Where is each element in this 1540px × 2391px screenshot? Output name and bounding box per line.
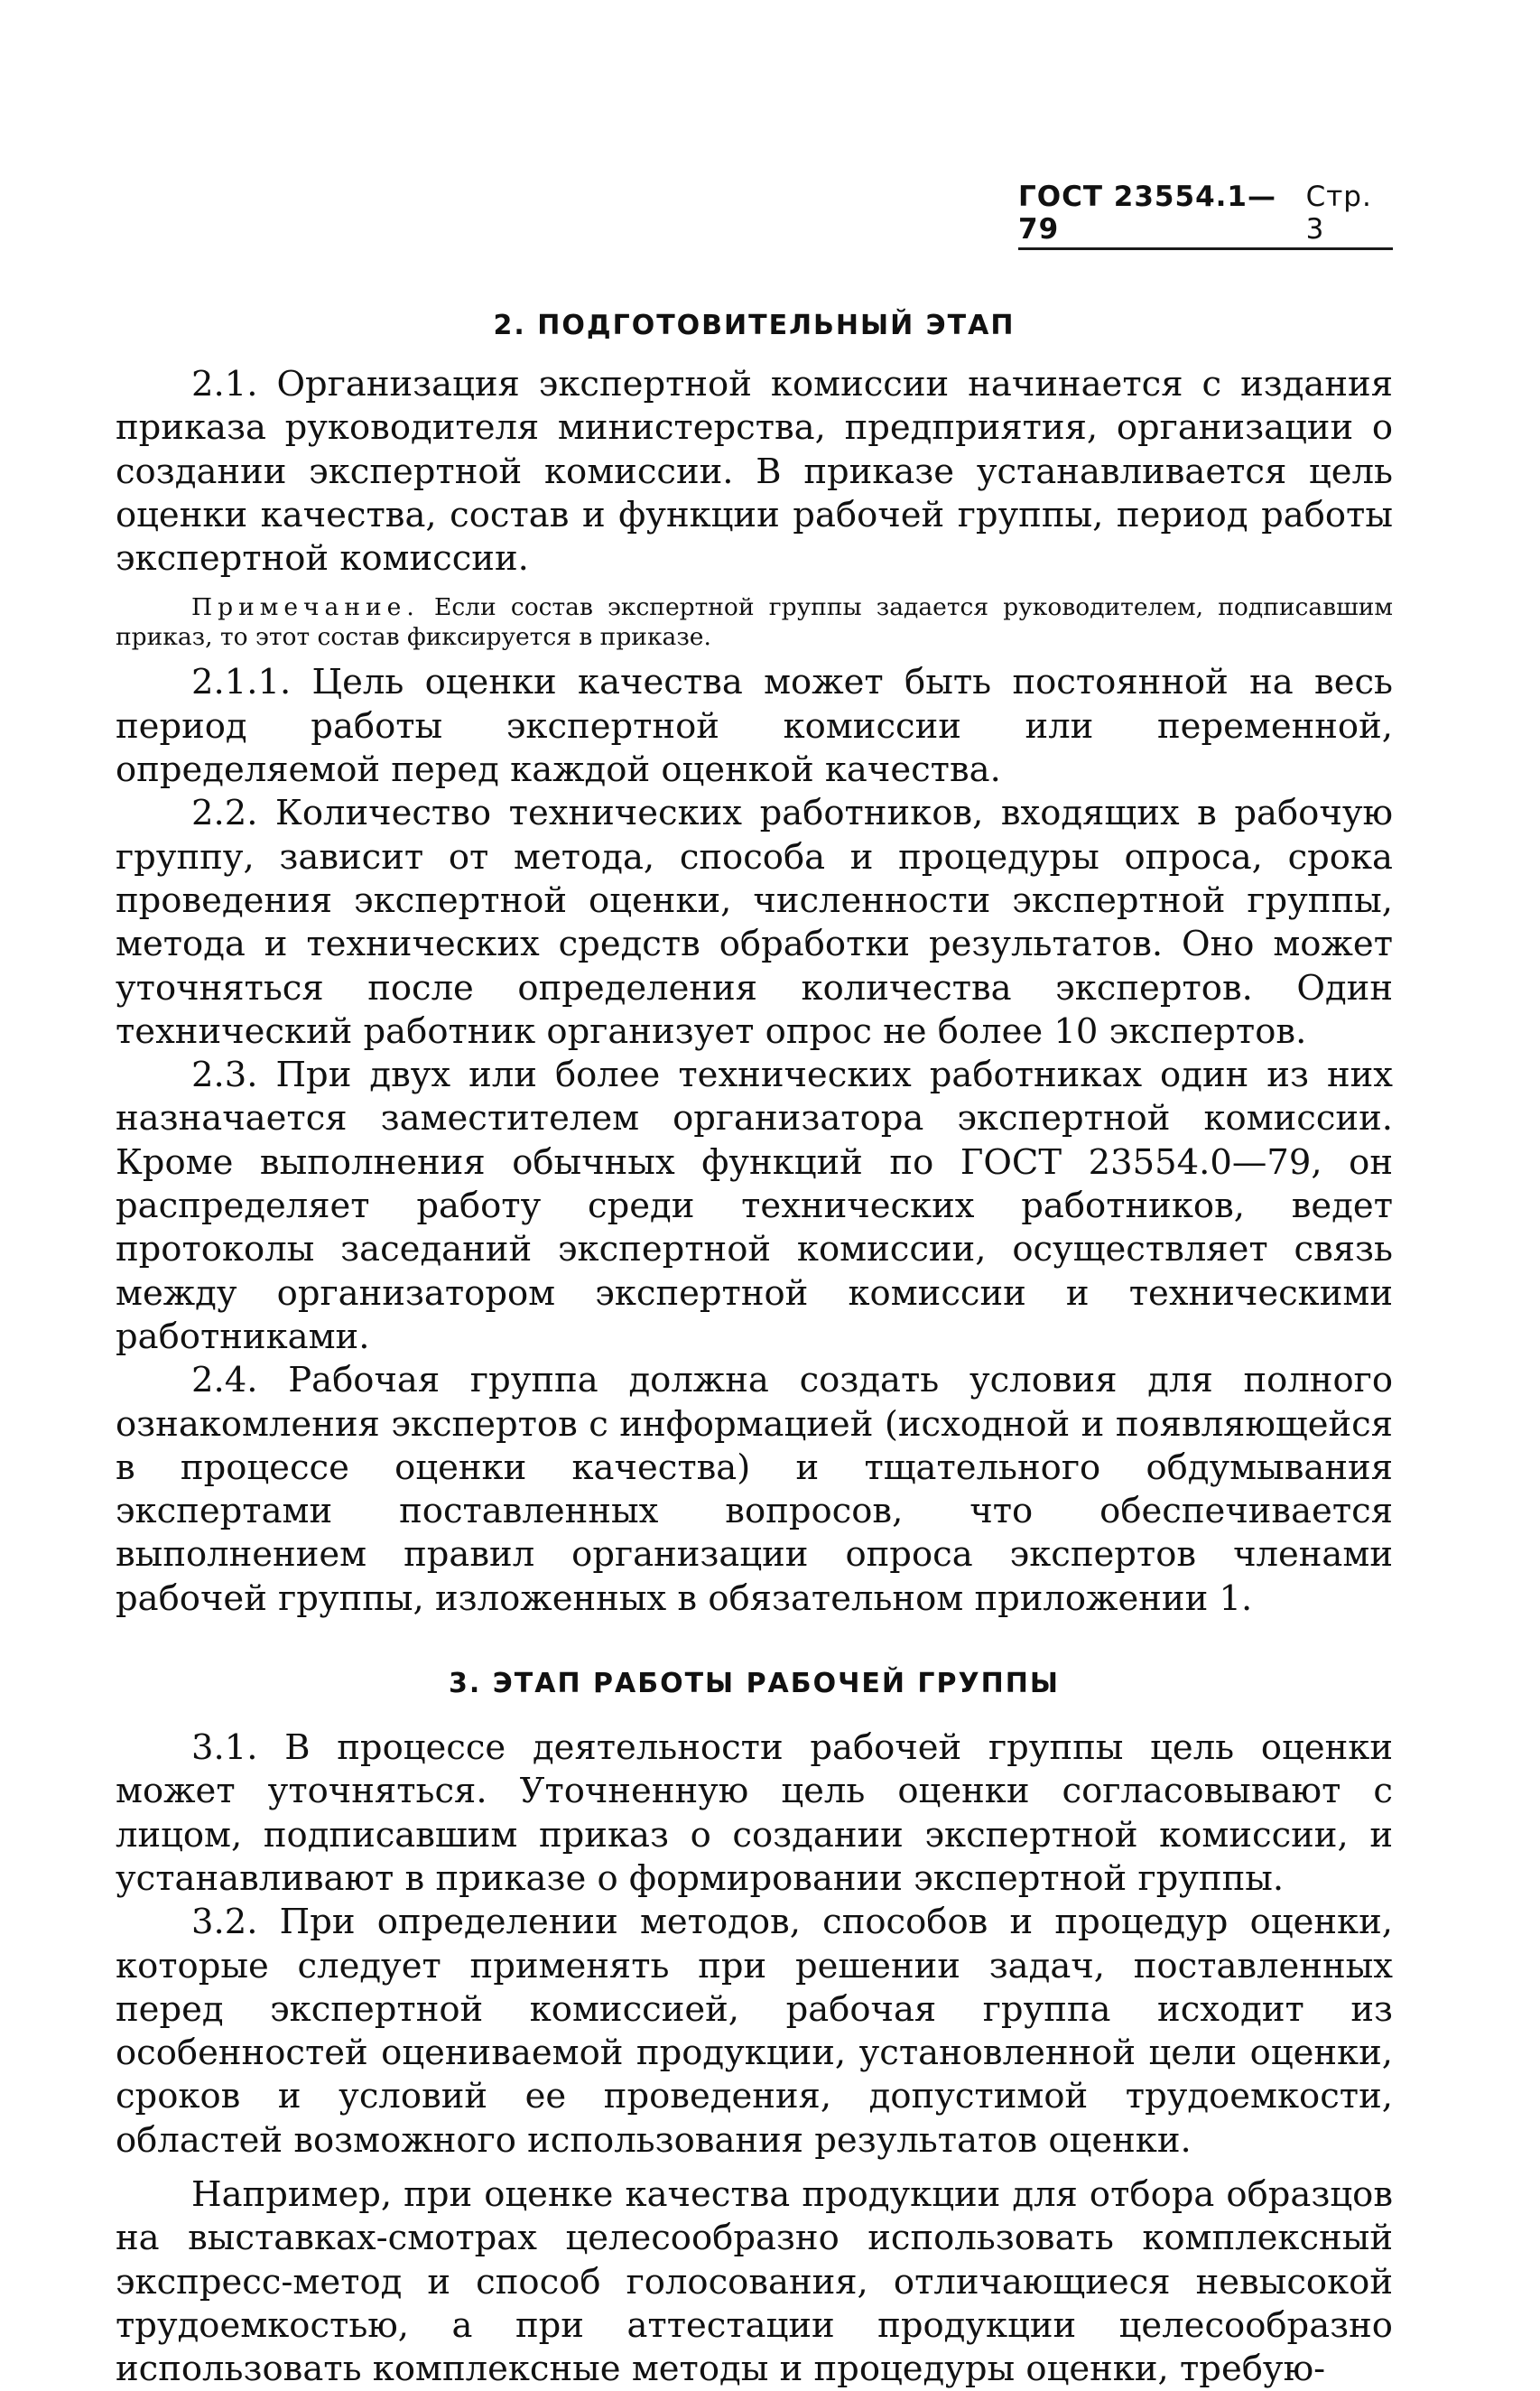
paragraph-3-1: 3.1. В процессе деятельности рабочей группы цель оценки может уточняться. Уточненную цель оценки согласовывают с лицом, подписавшим приказ о создании экспертной комиссии, и устанавливают в приказе о формировании экспертной группы. bbox=[116, 1727, 1393, 1899]
document-page bbox=[116, 181, 1393, 2391]
document-id: ГОСТ 23554.1—79 bbox=[1018, 181, 1276, 246]
page-header bbox=[1018, 181, 1393, 250]
page-number: Стр. 3 bbox=[1305, 181, 1372, 246]
note bbox=[116, 593, 1393, 652]
section-2-title: 2. ПОДГОТОВИТЕЛЬНЫЙ ЭТАП bbox=[493, 310, 1016, 341]
paragraph-2-2: 2.2. Количество технических работников, входящих в рабочую группу, зависит от метода, способа и процедуры опроса, срока проведения экспертной оценки, численности экспертной группы, метода и технических средств обработки результатов. Оно может уточняться после определения количества экспертов. Один технический работник организует опрос не более 10 экспертов. bbox=[116, 793, 1393, 1052]
paragraph-2-1: 2.1. Организация экспертной комиссии начинается с издания приказа руководителя министерства, предприятия, организации о создании экспертной комиссии. В приказе устанавливается цель оценки качества, состав и функции рабочей группы, период работы экспертной комиссии. bbox=[116, 364, 1393, 580]
paragraph-2-1-1: 2.1.1. Цель оценки качества может быть постоянной на весь период работы экспертной комиссии или переменной, определяемой перед каждой оценкой качества. bbox=[116, 662, 1393, 791]
paragraph-2-3: 2.3. При двух или более технических работниках один из них назначается заместителем организатора экспертной комиссии. Кроме выполнения обычных функций по ГОСТ 23554.0—79, он распределяет работу среди технических работников, ведет протоколы заседаний экспертной комиссии, осуществляет связь между организатором экспертной комиссии и техническими работниками. bbox=[116, 1055, 1393, 1357]
note-text: Если состав экспертной группы задается руководителем, подписавшим приказ, то этот состав фиксируется в приказе. bbox=[116, 593, 1393, 651]
paragraph-2-4: 2.4. Рабочая группа должна создать условия для полного ознакомления экспертов с информацией (исходной и появляющейся в процессе оценки качества) и тщательного обдумывания экспертами поставленных вопросов, что обеспечивается выполнением правил организации опроса экспертов членами рабочей группы, изложенных в обязательном приложении 1. bbox=[116, 1360, 1393, 1619]
section-3-title: 3. ЭТАП РАБОТЫ РАБОЧЕЙ ГРУППЫ bbox=[449, 1668, 1060, 1700]
paragraph-example: Например, при оценке качества продукции для отбора образцов на выставках-смотрах целесообразно использовать комплексный экспресс-метод и способ голосования, отличающиеся невысокой трудоемкостью, а при аттестации продукции целесообразно использовать комплексные методы и процедуры оценки, требую- bbox=[116, 2173, 1393, 2390]
paragraph-3-2: 3.2. При определении методов, способов и процедур оценки, которые следует применять при решении задач, поставленных перед экспертной комиссией, рабочая группа исходит из особенностей оцениваемой продукции, установленной цели оценки, сроков и условий ее проведения, допустимой трудоемкости, областей возможного использования результатов оценки. bbox=[116, 1902, 1393, 2161]
note-label: Примечание. bbox=[191, 593, 420, 622]
